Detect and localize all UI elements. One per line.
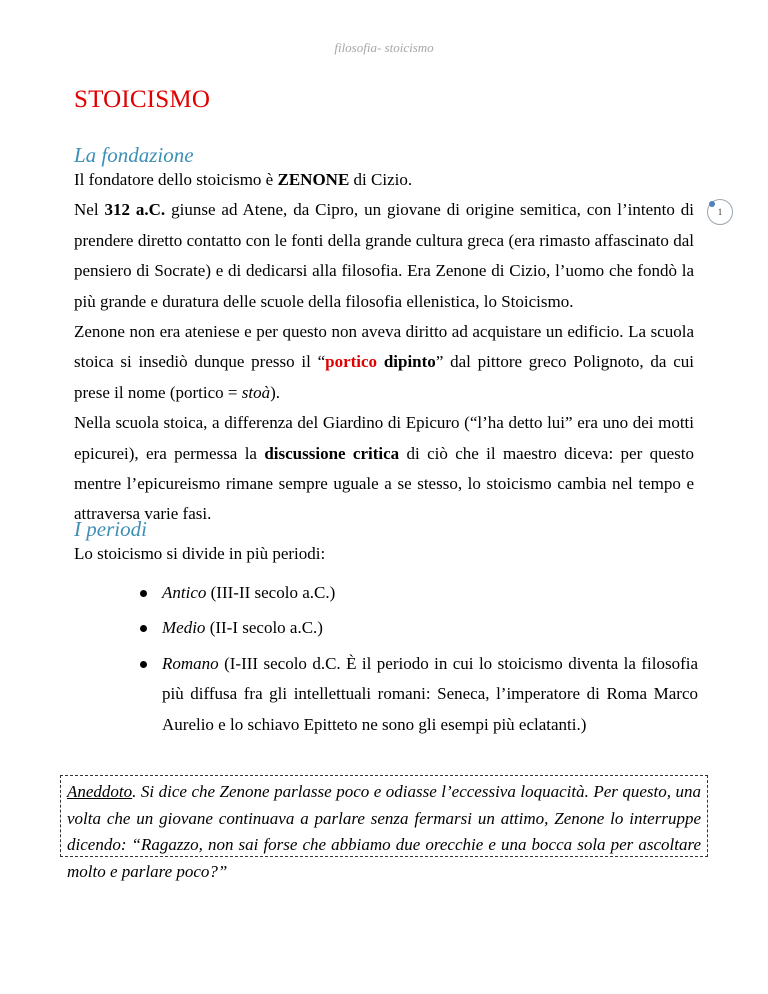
text-span: ). <box>270 382 280 402</box>
dot-icon <box>709 201 715 207</box>
page-number: 1 <box>717 207 723 217</box>
text-span: Il fondatore dello stoicismo è <box>74 170 278 189</box>
section-heading-fondazione: La fondazione <box>74 143 194 167</box>
anecdote-box <box>60 775 708 881</box>
bullet-icon <box>140 625 147 632</box>
section-body-fondazione <box>74 165 694 530</box>
list-item <box>138 578 698 608</box>
paragraph-portico <box>74 317 694 408</box>
periods-list <box>138 578 698 745</box>
bold-span: discussione critica <box>264 443 400 463</box>
text-span: di Cizio. <box>349 170 413 189</box>
text-span: Nel <box>74 200 105 220</box>
text-span: di ciò che il maestro diceva: per questo mentre l’epicureismo rimane sempre uguale a se stesso, lo stoicismo cambia nel tempo e attraversa varie fasi. <box>74 443 694 524</box>
paragraph-founder <box>74 165 694 195</box>
text-span <box>377 352 384 371</box>
paragraph-arrival <box>74 195 694 317</box>
period-name: Romano <box>162 653 219 673</box>
period-desc: (III-II secolo a.C.) <box>206 583 336 602</box>
period-desc: (I-III secolo d.C. È il periodo in cui lo stoicismo diventa la filosofia più diffusa fra gli intellettuali romani: Seneca, l’imperatore di Roma Marco Aurelio e lo schiavo Epitteto ne sono gli esempi più eclatanti.) <box>162 653 698 734</box>
periods-intro: Lo stoicismo si divide in più periodi: <box>74 544 326 563</box>
anecdote-label: Aneddoto <box>67 782 133 801</box>
bold-span: dipinto <box>383 352 436 372</box>
section-heading-periodi: I periodi <box>74 517 147 541</box>
period-name: Medio <box>162 618 206 638</box>
text-span: ” dal pittore greco Polignoto, da cui prese il nome (portico = <box>74 352 694 402</box>
bullet-icon <box>140 661 147 668</box>
bold-span: 312 a.C. <box>104 200 166 220</box>
list-item <box>138 649 698 740</box>
text-span: giunse ad Atene, da Cipro, un giovane di origine semitica, con l’intento di prendere diretto contatto con le fonti della grande cultura greca (era rimasto affascinato dal pensiero di Socrate) e di dedicarsi alla filosofia. Era Zenone di Cizio, l’uomo che fondò la più grande e duratura delle scuole della filosofia ellenistica, lo Stoicismo. <box>74 200 695 311</box>
period-desc: (II-I secolo a.C.) <box>205 618 323 638</box>
text-span: Zenone non era ateniese e per questo non aveva diritto ad acquistare un edificio. La scuola stoica si insediò dunque presso il “ <box>74 322 694 372</box>
bold-span: ZENONE <box>277 170 350 189</box>
anecdote-text: . Si dice che Zenone parlasse poco e odiasse l’eccessiva loquacità. Per questo, una volta che un giovane continuava a parlare senza fermarsi un attimo, Zenone lo interruppe dicendo: “Ragazzo, non sai forse che abbiamo due orecchie e una bocca sola per ascoltare molto e parlare poco?” <box>67 782 701 881</box>
text-span: Nella scuola stoica, a differenza del Giardino di Epicuro (“l’ha detto lui” era uno dei motti epicurei), era permessa la <box>74 413 694 463</box>
red-bold-span: portico <box>325 352 378 372</box>
page-header: filosofia- stoicismo <box>334 40 434 55</box>
page-number-badge <box>707 199 733 225</box>
period-name: Antico <box>162 583 207 602</box>
list-item <box>138 613 698 643</box>
paragraph-discussion <box>74 408 694 530</box>
bullet-icon <box>140 590 147 597</box>
page-title: STOICISMO <box>74 86 211 113</box>
italic-span: stoà <box>241 382 271 402</box>
